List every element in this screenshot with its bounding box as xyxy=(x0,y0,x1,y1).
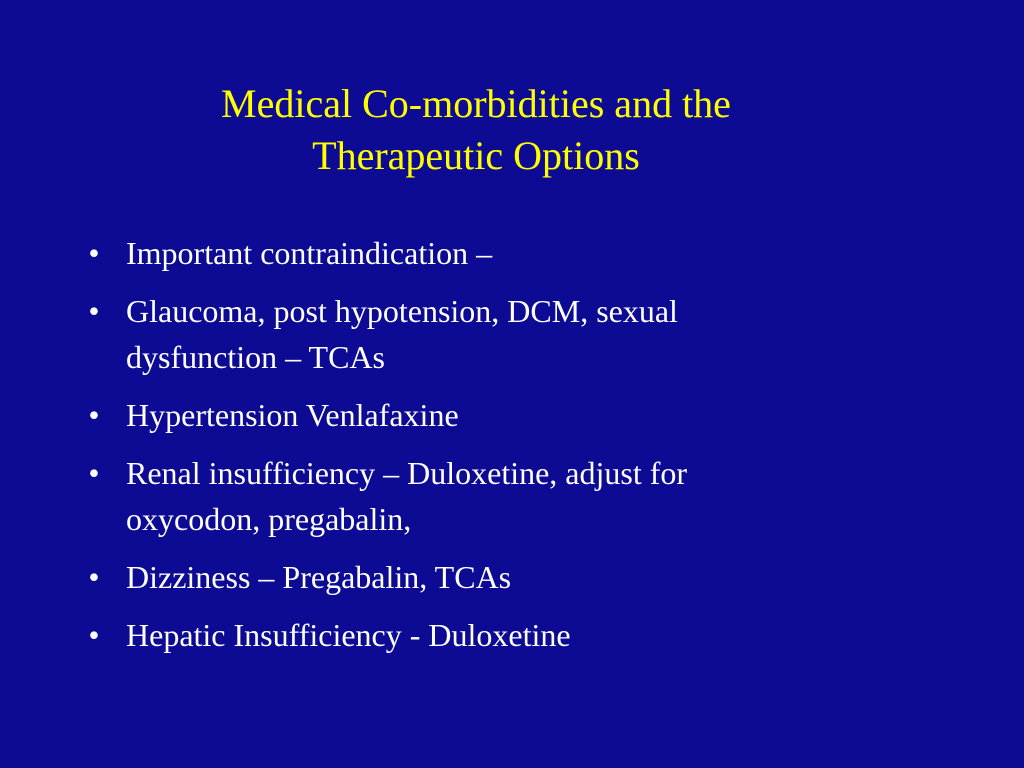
bullet-text-line-1: Glaucoma, post hypotension, DCM, sexual xyxy=(126,293,678,329)
bullet-icon: • xyxy=(88,617,100,653)
bullet-text-line-1: Hypertension Venlafaxine xyxy=(126,397,459,433)
slide-title-line-2: Therapeutic Options xyxy=(312,133,640,178)
bullet-icon: • xyxy=(88,455,100,491)
bullet-item xyxy=(84,612,944,658)
bullet-item xyxy=(84,450,944,542)
bullet-text-line-2: oxycodon, pregabalin, xyxy=(126,501,412,537)
bullet-item xyxy=(84,230,944,276)
bullet-icon: • xyxy=(88,293,100,329)
bullet-icon: • xyxy=(88,559,100,595)
bullet-text-line-1: Renal insufficiency – Duloxetine, adjust for xyxy=(126,455,688,491)
slide-title-line-1: Medical Co-morbidities and the xyxy=(221,81,731,126)
bullet-item xyxy=(84,392,944,438)
bullet-text-line-2: dysfunction – TCAs xyxy=(126,339,385,375)
bullet-icon: • xyxy=(88,397,100,433)
bullet-list xyxy=(84,230,944,670)
bullet-text-line-1: Hepatic Insufficiency - Duloxetine xyxy=(126,617,571,653)
bullet-icon: • xyxy=(88,235,100,271)
bullet-item xyxy=(84,288,944,380)
slide-title xyxy=(100,78,852,182)
bullet-text-line-1: Dizziness – Pregabalin, TCAs xyxy=(126,559,512,595)
bullet-text-line-1: Important contraindication – xyxy=(126,235,493,271)
bullet-item xyxy=(84,554,944,600)
